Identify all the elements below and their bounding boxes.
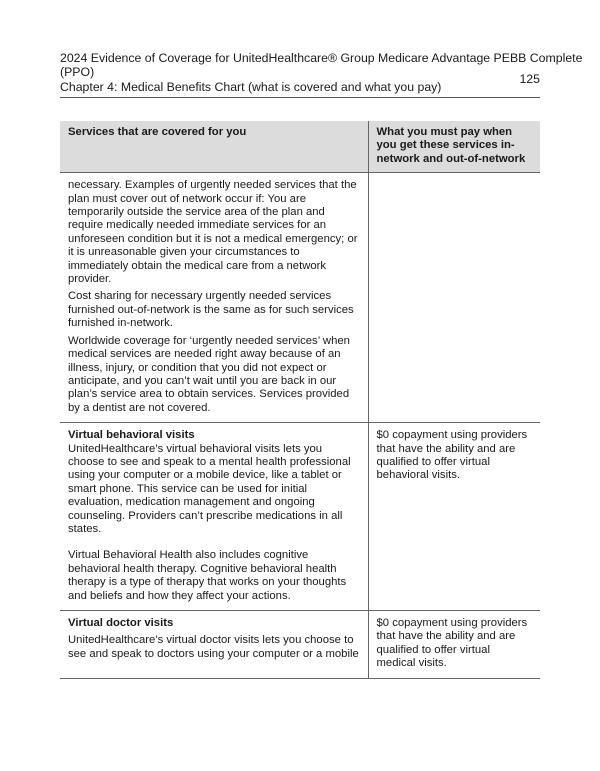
- table-row: [60, 611, 540, 679]
- covered-services-column-header: Services that are covered for you: [60, 121, 368, 173]
- service-description-cell: [60, 611, 368, 679]
- urgent-care-paragraph-3: Worldwide coverage for ‘urgently needed services’ when medical services are needed right away because of an illness, injury, or condition that you did not expect or anticipate, and you can’t wait until you are back in our plan’s service area to obtain services. Services provided by a dentist are not covered.: [68, 334, 350, 414]
- page-header: [60, 51, 583, 98]
- virtual-doctor-paragraph-1: UnitedHealthcare’s virtual doctor visits lets you choose to see and speak to doctors using your computer or a mobile: [68, 634, 359, 660]
- urgent-care-paragraph-1: necessary. Examples of urgently needed services that the plan must cover out of network occur if: You are temporarily outside the service area of the plan and require medically needed immediate services for an unforeseen condition but it is not a medical emergency; or it is unreasonable given your circumstances to immediately obtain the medical care from a network provider.: [68, 179, 358, 286]
- table-row: [60, 423, 540, 611]
- table-row: [60, 173, 540, 423]
- virtual-behavioral-paragraph-1: UnitedHealthcare’s virtual behavioral visits lets you choose to see and speak to a mental health professional using your computer or a mobile device, like a tablet or smart phone. This service can be used for initial evaluation, medication management and ongoing counseling. Providers can’t prescribe medications in all states.: [68, 442, 351, 535]
- virtual-behavioral-visits-title: Virtual behavioral visits: [68, 429, 195, 442]
- virtual-doctor-visits-title: Virtual doctor visits: [68, 617, 174, 629]
- cost-cell: [368, 173, 540, 423]
- cost-cell: $0 copayment using providers that have the ability and are qualified to offer virtual behavioral visits.: [368, 423, 540, 611]
- table-header-row: [60, 121, 540, 173]
- page-number: 125: [519, 71, 540, 86]
- virtual-behavioral-paragraph-2: Virtual Behavioral Health also includes cognitive behavioral health therapy. Cognitive behavioral health therapy is a type of therapy that works on your thoughts and beliefs and how they affect your actions.: [68, 549, 347, 602]
- document-title-line-1: 2024 Evidence of Coverage for UnitedHealthcare® Group Medicare Advantage PEBB Complete: [60, 51, 583, 65]
- urgent-care-paragraph-2: Cost sharing for necessary urgently needed services furnished out-of-network is the same as for such services furnished in-network.: [68, 290, 354, 330]
- service-description-cell: [60, 173, 368, 423]
- chapter-title: Chapter 4: Medical Benefits Chart (what is covered and what you pay): [60, 79, 442, 94]
- cost-cell: $0 copayment using providers that have the ability and are qualified to offer virtual medical visits.: [368, 611, 540, 679]
- document-title-line-2: (PPO): [60, 65, 95, 80]
- medical-benefits-table: [60, 121, 540, 679]
- service-description-cell: [60, 423, 368, 611]
- cost-column-header: What you must pay when you get these services in-network and out-of-network: [368, 121, 540, 173]
